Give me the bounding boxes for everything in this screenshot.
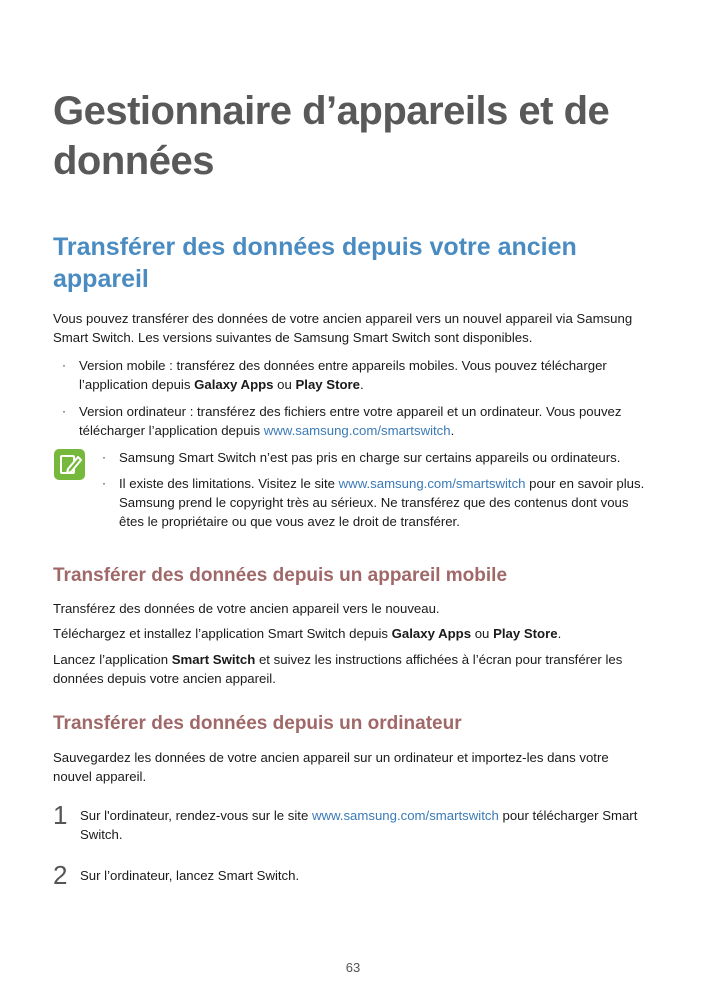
- page-number: 63: [345, 960, 361, 975]
- play-store-label: Play Store: [295, 377, 361, 392]
- bullet-marker: ·: [102, 450, 106, 464]
- page-title: Gestionnaire d’appareils et de données: [53, 89, 610, 183]
- mobile-paragraph: Transférez des données de votre ancien appareil vers le nouveau.: [53, 601, 440, 616]
- computer-transfer-heading: Transférer des données depuis un ordinateur: [53, 713, 462, 734]
- note-pencil-icon: [54, 449, 85, 480]
- smart-switch-label: Smart Switch: [171, 652, 256, 667]
- step-text: Sur l’ordinateur, lancez Smart Switch.: [80, 868, 300, 883]
- note-item: Samsung Smart Switch n’est pas pris en charge sur certains appareils ou ordinateurs.: [119, 450, 621, 465]
- smartswitch-link[interactable]: www.samsung.com/smartswitch: [311, 808, 499, 823]
- galaxy-apps-label: Galaxy Apps: [194, 377, 274, 392]
- smartswitch-link[interactable]: www.samsung.com/smartswitch: [263, 423, 451, 438]
- step-number: 2: [53, 860, 68, 890]
- mobile-paragraph: Lancez l’application Smart Switch et suivez les instructions affichées à l’écran pour transférer les données depuis votre ancien appareil.: [53, 652, 623, 686]
- bullet-marker: ·: [62, 358, 66, 372]
- section-heading: Transférer des données depuis votre ancien appareil: [53, 233, 577, 293]
- mobile-paragraph: Téléchargez et installez l’application Smart Switch depuis Galaxy Apps ou Play Store.: [53, 626, 562, 641]
- bullet-mobile-version: Version mobile : transférez des données entre appareils mobiles. Vous pouvez télécharger l’application depuis Galaxy Apps ou Play Store.: [79, 358, 607, 392]
- galaxy-apps-label: Galaxy Apps: [391, 626, 472, 641]
- smartswitch-link[interactable]: www.samsung.com/smartswitch: [338, 476, 526, 491]
- step-number: 1: [53, 800, 68, 830]
- step-text: Sur l'ordinateur, rendez-vous sur le site www.samsung.com/smartswitch pour télécharger Smart Switch.: [80, 808, 638, 842]
- bullet-marker: ·: [62, 404, 66, 418]
- mobile-transfer-heading: Transférer des données depuis un appareil mobile: [53, 565, 508, 586]
- bullet-computer-version: Version ordinateur : transférez des fichiers entre votre appareil et un ordinateur. Vous pouvez télécharger l’application depuis www.samsung.com/smartswitch.: [79, 404, 622, 438]
- computer-paragraph: Sauvegardez les données de votre ancien appareil sur un ordinateur et importez-les dans votre nouvel appareil.: [53, 750, 609, 784]
- intro-paragraph: Vous pouvez transférer des données de votre ancien appareil vers un nouvel appareil via Samsung Smart Switch. Les versions suivantes de Samsung Smart Switch sont disponibles.: [53, 311, 633, 345]
- bullet-marker: ·: [102, 476, 106, 490]
- note-item: Il existe des limitations. Visitez le site www.samsung.com/smartswitch pour en savoir plus. Samsung prend le copyright très au sérieux. Ne transférez que des contenus dont vous êtes le propriétaire ou que vous avez le droit de transférer.: [119, 476, 645, 529]
- play-store-label: Play Store: [493, 626, 558, 641]
